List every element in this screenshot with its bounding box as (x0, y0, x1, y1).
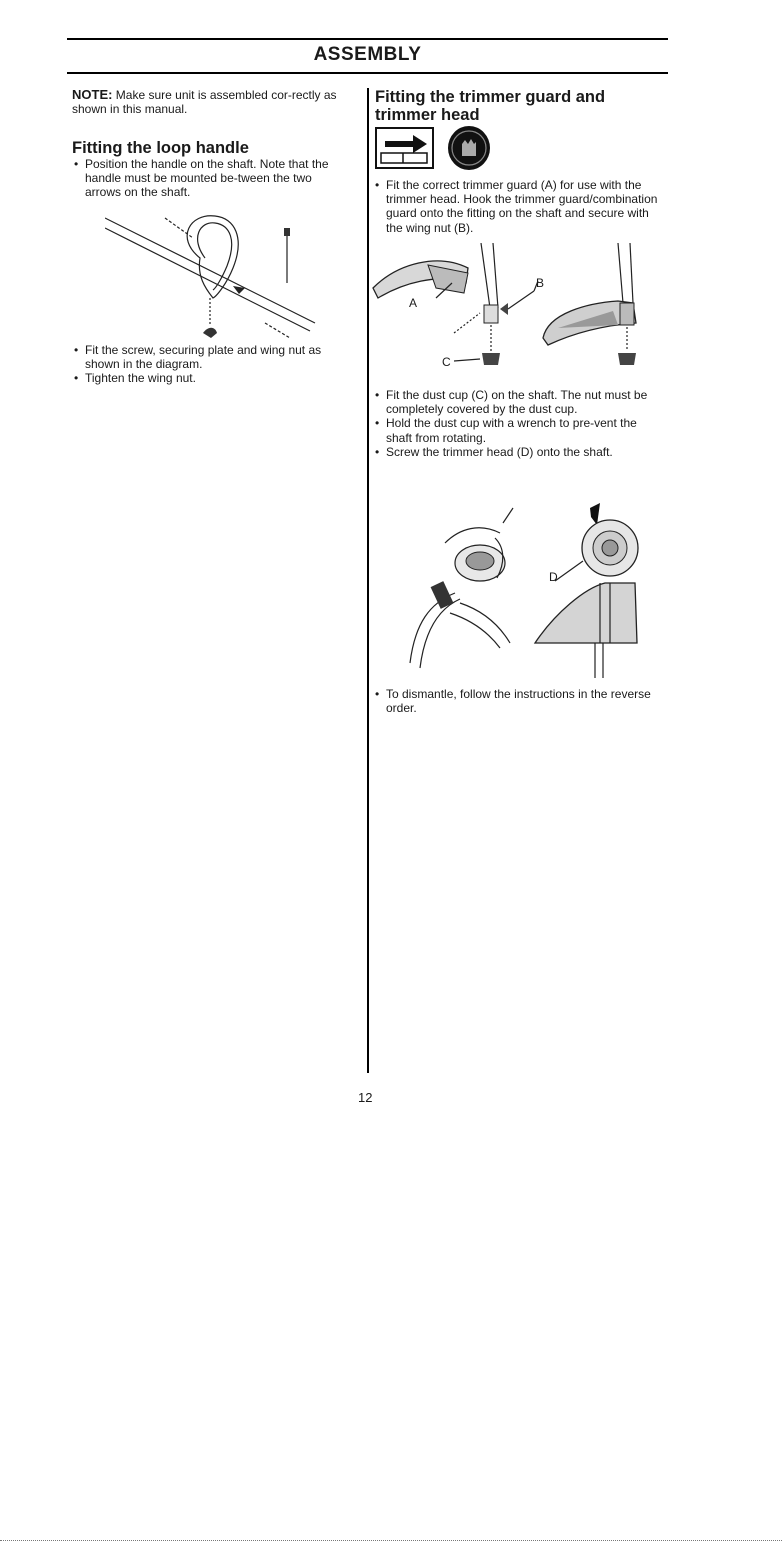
label-a: A (409, 296, 418, 310)
label-b: B (536, 276, 545, 290)
label-d: D (549, 570, 558, 584)
bottom-edge-line (0, 1540, 782, 1541)
loop-handle-heading: Fitting the loop handle (72, 139, 249, 157)
list-item: • Tighten the wing nut. (72, 371, 344, 385)
guard-bullets-1 (373, 178, 658, 235)
list-item: • Screw the trimmer head (D) onto the shaft. (373, 445, 653, 459)
page-title: ASSEMBLY (313, 44, 422, 65)
column-divider (367, 88, 369, 1073)
note-paragraph (72, 88, 354, 117)
list-item: • To dismantle, follow the instructions in the reverse order. (373, 687, 653, 715)
list-item: • Hold the dust cup with a wrench to pre-vent the shaft from rotating. (373, 416, 653, 444)
title-underline (67, 72, 668, 74)
label-c: C (442, 355, 451, 369)
trimmer-head-diagram (405, 503, 665, 678)
list-item: • Fit the screw, securing plate and wing nut as shown in the diagram. (72, 343, 344, 371)
page-number: 12 (358, 1090, 373, 1105)
loop-handle-bullets-top (72, 157, 344, 200)
note-text: Make sure unit is assembled cor-rectly as shown in this manual. (72, 88, 337, 117)
list-item: • Fit the dust cup (C) on the shaft. The nut must be completely covered by the dust cup. (373, 388, 653, 416)
arrow-right-icon (375, 127, 434, 169)
list-item: • Position the handle on the shaft. Note that the handle must be mounted be-tween the two arrows on the shaft. (72, 157, 344, 200)
trimmer-guard-heading: Fitting the trimmer guard and trimmer head (375, 88, 606, 124)
loop-handle-diagram (105, 208, 330, 343)
guard-bullets-3 (373, 687, 653, 715)
list-item: • Fit the correct trimmer guard (A) for use with the trimmer head. Hook the trimmer guard/combination guard onto the fitting on the shaft and secure with the wing nut (B). (373, 178, 658, 235)
note-label: NOTE: (72, 87, 113, 102)
guard-bullets-2 (373, 388, 653, 459)
gloves-icon (448, 126, 490, 170)
top-rule (67, 38, 668, 40)
loop-handle-bullets-bottom (72, 343, 344, 386)
